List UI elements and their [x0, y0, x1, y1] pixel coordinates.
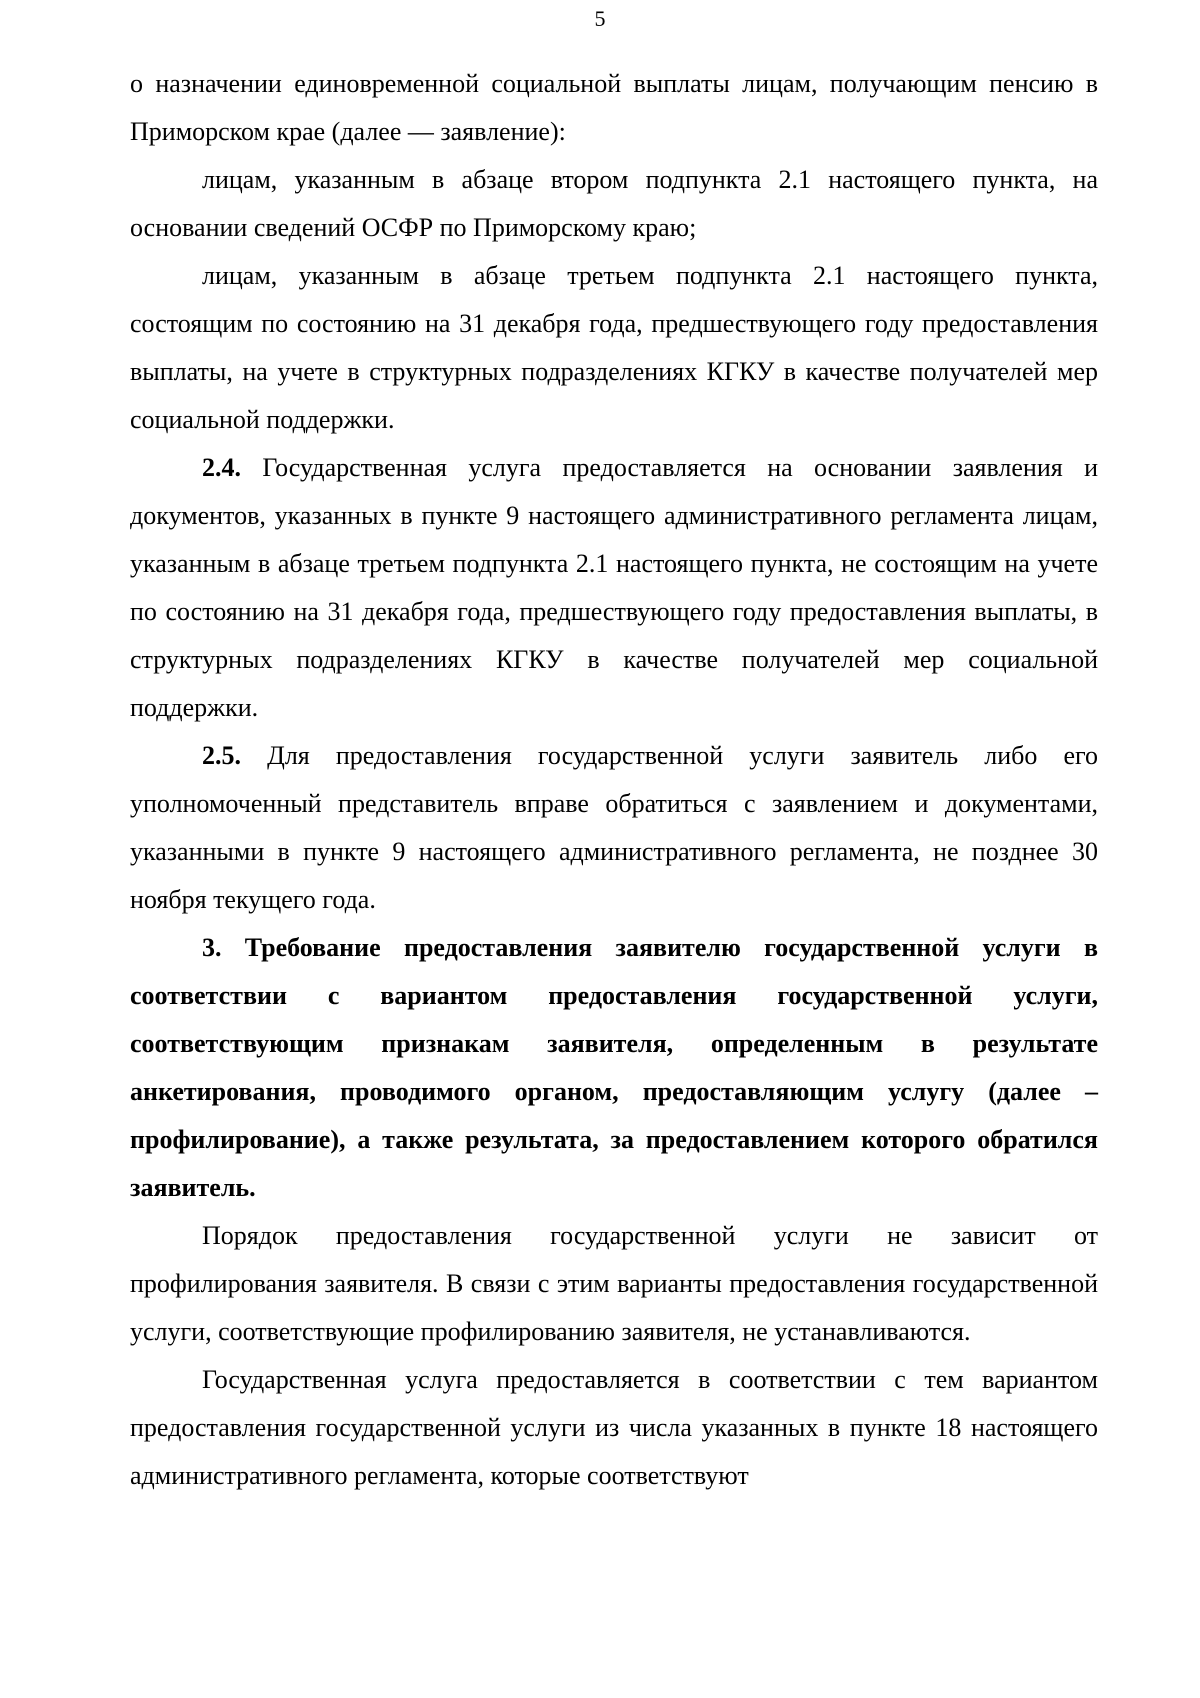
paragraph-kgku-registered — [130, 252, 1098, 444]
section-heading-3 — [130, 924, 1098, 1212]
section-heading-text: 3. Требование предоставления заявителю государственной услуги в соответствии с вариантом предоставления государственной услуги, соответствующим признакам заявителя, определенным в результате анкетирования, проводимого органом, предоставляющим услугу (далее – профилирование), а также результата, за предоставлением которого обратился заявитель. — [130, 933, 1098, 1202]
paragraph-application-definition — [130, 60, 1098, 156]
paragraph-text: Для предоставления государственной услуги заявитель либо его уполномоченный представитель вправе обратиться с заявлением и документами, указанными в пункте 9 настоящего административного регламента, не позднее 30 ноября текущего года. — [130, 741, 1099, 914]
paragraph-text: Государственная услуга предоставляется на основании заявления и документов, указанных в пункте 9 настоящего административного регламента лицам, указанным в абзаце третьем подпункта 2.1 настоящего пункта, не состоящим на учете по состоянию на 31 декабря года, предшествующего году предоставления выплаты, в структурных подразделениях КГКУ в качестве получателей мер социальной поддержки. — [130, 453, 1099, 722]
paragraph-number-2-4: 2.4. — [202, 453, 241, 482]
paragraph-text: лицам, указанным в абзаце третьем подпункта 2.1 настоящего пункта, состоящим по состоянию на 31 декабря года, предшествующего году предоставления выплаты, на учете в структурных подразделениях КГКУ в качестве получателей мер социальной поддержки. — [130, 261, 1098, 434]
paragraph-text: Государственная услуга предоставляется в соответствии с тем вариантом предоставления государственной услуги из числа указанных в пункте 18 настоящего административного регламента, которые соответствуют — [130, 1365, 1098, 1490]
page-number: 5 — [594, 6, 606, 31]
paragraph-2-5 — [130, 732, 1098, 924]
paragraph-text: лицам, указанным в абзаце втором подпункта 2.1 настоящего пункта, на основании сведений ОСФР по Приморскому краю; — [130, 165, 1098, 242]
paragraph-number-2-5: 2.5. — [202, 741, 241, 770]
paragraph-osfr-basis — [130, 156, 1098, 252]
paragraph-service-variant — [130, 1356, 1098, 1500]
paragraph-profiling-order — [130, 1212, 1098, 1356]
paragraph-text: о назначении единовременной социальной выплаты лицам, получающим пенсию в Приморском крае (далее — заявление): — [130, 69, 1098, 146]
paragraph-2-4 — [130, 444, 1098, 732]
document-body — [130, 60, 1098, 1500]
paragraph-text: Порядок предоставления государственной услуги не зависит от профилирования заявителя. В связи с этим варианты предоставления государственной услуги, соответствующие профилированию заявителя, не устанавливаются. — [130, 1221, 1098, 1346]
